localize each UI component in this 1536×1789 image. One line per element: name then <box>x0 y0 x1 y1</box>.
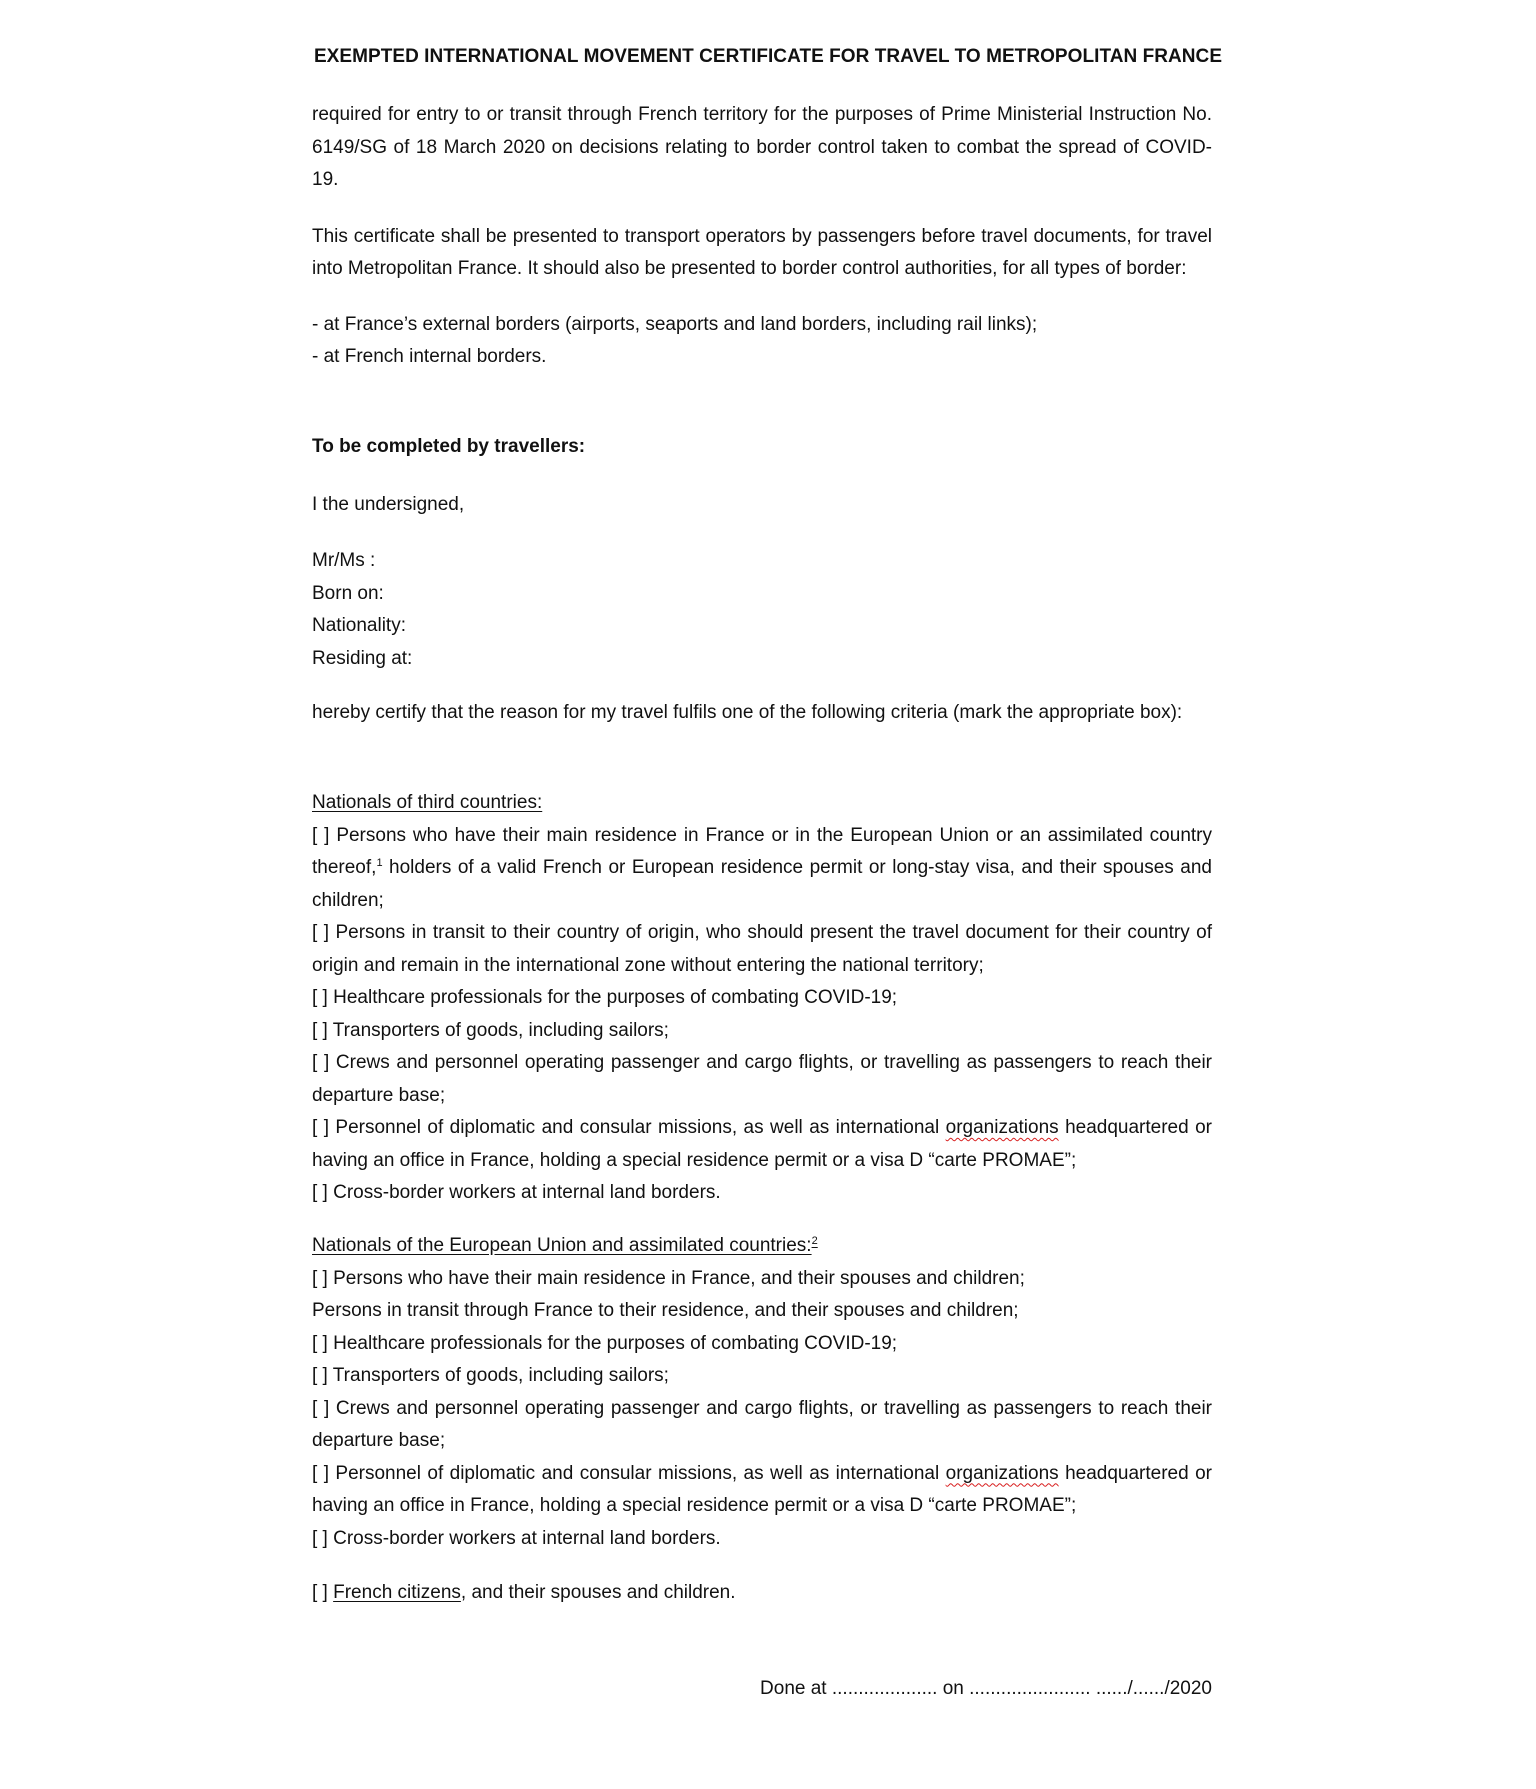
checkbox-eu-5[interactable]: [ ] <box>312 1397 330 1419</box>
eu-item-transit <box>312 1295 1212 1328</box>
footnote-ref-2: 2 <box>811 1235 818 1247</box>
third-item-healthcare-text: Healthcare professionals for the purposes of combating COVID-19; <box>333 987 898 1008</box>
third-countries-section <box>312 787 1212 1210</box>
french-citizens-label: French citizens <box>333 1582 461 1603</box>
signature-date-line: Done at .................... on ....................... ....../....../2020 <box>760 1678 1212 1699</box>
checkbox-third-3[interactable]: [ ] <box>312 987 328 1008</box>
third-item-crossborder-text: Cross-border workers at internal land borders. <box>333 1182 721 1203</box>
checkbox-eu-1[interactable]: [ ] <box>312 1267 328 1289</box>
checkbox-eu-7[interactable]: [ ] <box>312 1527 328 1549</box>
born-field-label: Born on: <box>312 582 384 604</box>
checkbox-third-7[interactable]: [ ] <box>312 1182 328 1203</box>
third-item-crews <box>312 1047 1212 1112</box>
eu-item-crossborder <box>312 1523 1212 1556</box>
eu-item-transporters-text: Transporters of goods, including sailors; <box>332 1365 669 1386</box>
border-types-list <box>312 309 1212 374</box>
eu-item-crossborder-text: Cross-border workers at internal land borders. <box>333 1527 721 1549</box>
eu-item-diplomatic-text: Personnel of diplomatic and consular missions, as well as international <box>335 1462 946 1484</box>
spellcheck-flagged-word-2: organizations <box>945 1462 1059 1484</box>
footnote-ref-1: 1 <box>376 857 383 869</box>
third-item-healthcare <box>312 982 1212 1015</box>
third-item-residence-text: Persons who have their main residence in France or in the European Union or an assimilated country thereof, <box>312 824 1212 878</box>
third-item-transit-text: Persons in transit to their country of origin, who should present the travel document for their country of origin and remain in the international zone without entering the national territory; <box>312 922 1212 976</box>
third-item-transporters <box>312 1015 1212 1048</box>
third-item-crossborder <box>312 1177 1212 1210</box>
checkbox-eu-3[interactable]: [ ] <box>312 1332 328 1354</box>
eu-nationals-heading-line <box>312 1230 1212 1263</box>
checkbox-third-6[interactable]: [ ] <box>312 1117 329 1138</box>
checkbox-third-2[interactable]: [ ] <box>312 922 330 943</box>
residence-field-label: Residing at: <box>312 647 413 669</box>
eu-item-transporters <box>312 1360 1212 1393</box>
nationality-field-label: Nationality: <box>312 615 406 636</box>
spellcheck-flagged-word: organizations <box>945 1117 1059 1138</box>
third-item-transit <box>312 917 1212 982</box>
eu-item-healthcare-text: Healthcare professionals for the purposes of combating COVID-19; <box>333 1332 898 1354</box>
third-countries-heading: Nationals of third countries: <box>312 792 543 813</box>
checkbox-third-1[interactable]: [ ] <box>312 824 330 846</box>
checkbox-eu-6[interactable]: [ ] <box>312 1462 329 1484</box>
name-field-label: Mr/Ms : <box>312 550 376 571</box>
eu-item-residence <box>312 1263 1212 1296</box>
third-item-diplomatic-text-cont: headquartered or having an office in France, holding a special residence permit or a visa D “carte PROMAE”; <box>312 1117 1212 1171</box>
third-item-crews-text: Crews and personnel operating passenger and cargo flights, or travelling as passengers to reach their departure base; <box>312 1052 1212 1106</box>
border-type-internal: - at French internal borders. <box>312 346 547 367</box>
eu-nationals-section <box>312 1230 1212 1555</box>
third-item-residence-text-cont: holders of a valid French or European residence permit or long-stay visa, and their spouses and children; <box>312 857 1212 911</box>
checkbox-third-4[interactable]: [ ] <box>312 1019 328 1041</box>
third-item-transporters-text: Transporters of goods, including sailors; <box>332 1019 669 1041</box>
checkbox-third-5[interactable]: [ ] <box>312 1052 330 1073</box>
eu-item-diplomatic <box>312 1458 1212 1523</box>
checkbox-french[interactable]: [ ] <box>312 1582 328 1603</box>
certify-text: hereby certify that the reason for my travel fulfils one of the following criteria (mark the appropriate box): <box>312 702 1183 723</box>
document-body-upper <box>312 99 1212 397</box>
intro-paragraph: required for entry to or transit through French territory for the purposes of Prime Ministerial Instruction No. 6149/SG of 18 March 2020 on decisions relating to border control taken to combat the spread of COVID-19. <box>312 104 1212 190</box>
certify-paragraph <box>312 697 1212 753</box>
checkbox-eu-4[interactable]: [ ] <box>312 1365 328 1386</box>
french-citizens-item <box>312 1577 1212 1610</box>
presentation-paragraph: This certificate shall be presented to transport operators by passengers before travel documents, for travel into Metropolitan France. It should also be presented to border control authorities, for all types of border: <box>312 225 1212 279</box>
completion-heading: To be completed by travellers: <box>312 436 586 457</box>
eu-item-healthcare <box>312 1328 1212 1361</box>
third-item-diplomatic-text: Personnel of diplomatic and consular missions, as well as international <box>335 1117 946 1138</box>
third-item-diplomatic <box>312 1112 1212 1177</box>
traveller-fields <box>312 545 1212 675</box>
eu-item-transit-text: Persons in transit through France to their residence, and their spouses and children; <box>312 1300 1019 1321</box>
eu-nationals-heading: Nationals of the European Union and assimilated countries: <box>312 1235 812 1256</box>
french-citizens-rest: , and their spouses and children. <box>460 1582 736 1603</box>
eu-item-crews-text: Crews and personnel operating passenger and cargo flights, or travelling as passengers to reach their departure base; <box>312 1397 1212 1451</box>
eu-item-crews <box>312 1393 1212 1458</box>
undersigned-line: I the undersigned, <box>312 494 465 515</box>
eu-item-diplomatic-text-cont: headquartered or having an office in France, holding a special residence permit or a visa D “carte PROMAE”; <box>312 1462 1212 1516</box>
border-type-external: - at France’s external borders (airports, seaports and land borders, including rail links); <box>312 313 1038 335</box>
eu-item-residence-text: Persons who have their main residence in France, and their spouses and children; <box>333 1267 1025 1289</box>
document-title: EXEMPTED INTERNATIONAL MOVEMENT CERTIFICATE FOR TRAVEL TO METROPOLITAN FRANCE <box>313 46 1223 67</box>
third-item-residence <box>312 820 1212 918</box>
